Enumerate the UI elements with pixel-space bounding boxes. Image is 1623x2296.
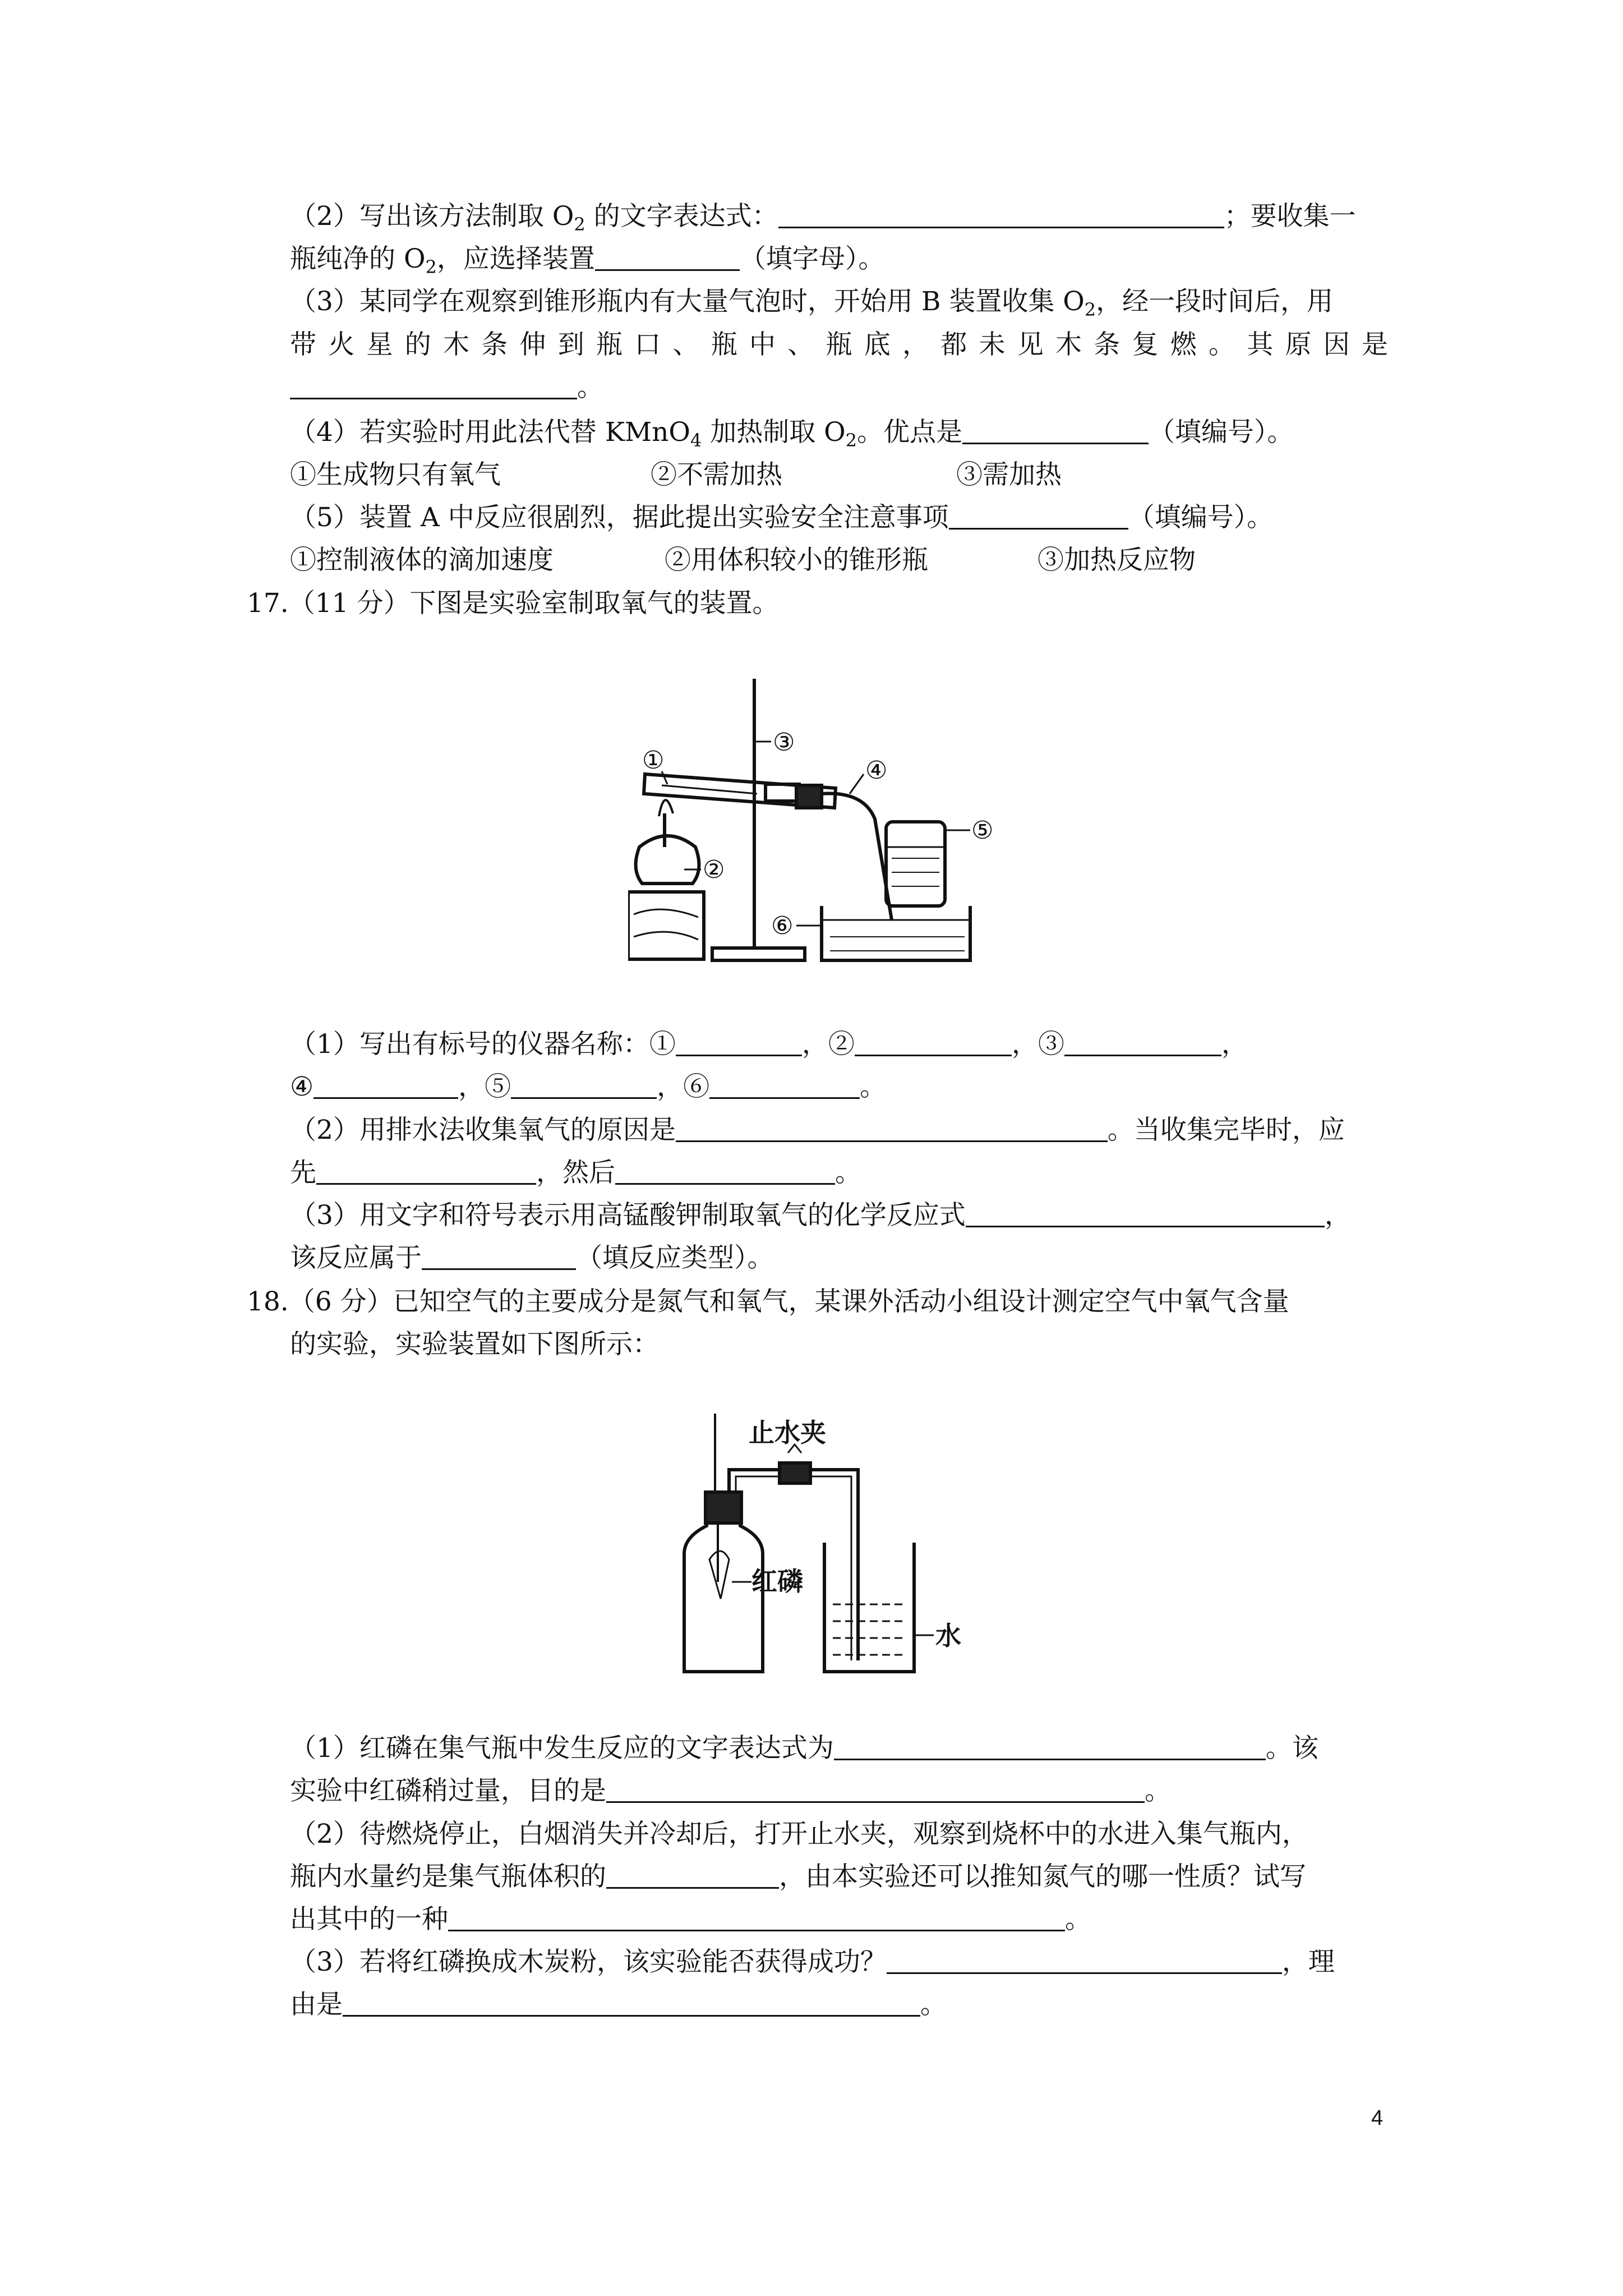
q17-stem: 17.（11 分）下图是实验室制取氧气的装置。: [247, 588, 779, 619]
q16-part5-option1: ①控制液体的滴加速度: [290, 545, 554, 576]
answer-blank[interactable]: [1064, 1030, 1221, 1056]
q18-part1-line2: 实验中红磷稍过量，目的是 。: [290, 1775, 1171, 1806]
answer-blank[interactable]: [887, 1948, 1282, 1974]
answer-blank[interactable]: [313, 1073, 458, 1099]
page-number: 4: [1371, 2106, 1384, 2130]
q18-part2-line1: （2）待燃烧停止，白烟消失并冷却后，打开止水夹，观察到烧杯中的水进入集气瓶内，: [290, 1819, 1308, 1849]
q18-part2-line2: 瓶内水量约是集气瓶体积的 ，由本实验还可以推知氮气的哪一性质？试写: [290, 1861, 1306, 1892]
figure-label-clamp: 止水夹: [749, 1418, 826, 1448]
answer-blank[interactable]: [834, 1734, 1266, 1760]
q17-part1-line2: ④ ，⑤ ，⑥ 。: [290, 1071, 887, 1102]
q18-part3-line1: （3）若将红磷换成木炭粉，该实验能否获得成功？ ，理: [290, 1947, 1335, 1977]
answer-blank[interactable]: [606, 1862, 779, 1889]
oxygen-preparation-apparatus-figure: [628, 679, 1032, 982]
answer-blank[interactable]: [615, 1158, 835, 1185]
answer-blank[interactable]: [855, 1030, 1012, 1056]
oxygen-content-apparatus-figure: [673, 1414, 987, 1683]
q16-part5-line1: （5）装置 A 中反应很剧烈，据此提出实验安全注意事项 （填编号）。: [290, 502, 1274, 533]
answer-blank[interactable]: [778, 202, 1224, 228]
answer-blank[interactable]: [422, 1244, 576, 1270]
answer-blank[interactable]: [966, 1201, 1325, 1227]
q16-part4-line1: （4）若实验时用此法代替 KMnO$_4$ 加热制取 $O_2$。优点是 （填编号）。: [290, 417, 1294, 451]
q16-part5-option2: ②用体积较小的锥形瓶: [665, 545, 928, 576]
q16-part4-option3: ③需加热: [956, 459, 1062, 490]
figure-label-2: ②: [703, 855, 725, 884]
answer-blank[interactable]: [949, 503, 1128, 530]
answer-blank[interactable]: [343, 1990, 920, 2017]
q18-part3-line2: 由是 。: [290, 1989, 947, 2020]
answer-blank[interactable]: [676, 1030, 802, 1056]
q17-part2-line2: 先 ，然后 。: [290, 1157, 861, 1188]
figure-label-1: ①: [642, 746, 665, 775]
q17-part3-line1: （3）用文字和符号表示用高锰酸钾制取氧气的化学反应式 ，: [290, 1200, 1351, 1231]
q17-part1-line1: （1）写出有标号的仪器名称：① ，② ，③ ，: [290, 1029, 1248, 1060]
q16-part3-line3: 。: [290, 371, 603, 404]
q16-part2-line1: （2）写出该方法制取 $O_2$ 的文字表达式： ；要收集一: [290, 201, 1356, 235]
q17-part3-line2: 该反应属于 （填反应类型）。: [290, 1243, 774, 1273]
figure-label-4: ④: [865, 756, 888, 785]
q16-part4-option2: ②不需加热: [651, 459, 782, 490]
answer-blank[interactable]: [316, 1158, 536, 1185]
answer-blank[interactable]: [709, 1073, 860, 1099]
figure-label-water: 水: [935, 1621, 961, 1651]
figure-label-5: ⑤: [971, 816, 994, 845]
q17-part2-line1: （2）用排水法收集氧气的原因是 。当收集完毕时，应: [290, 1115, 1345, 1145]
q16-part4-option1: ①生成物只有氧气: [290, 459, 501, 490]
answer-blank[interactable]: [606, 1777, 1145, 1803]
answer-blank[interactable]: [962, 418, 1149, 444]
q18-stem-line2: 的实验，实验装置如下图所示：: [290, 1329, 659, 1360]
q16-part2-line2: 瓶纯净的 $O_2$，应选择装置 （填字母）。: [290, 243, 885, 278]
q18-part1-line1: （1）红磷在集气瓶中发生反应的文字表达式为 。该: [290, 1733, 1318, 1764]
answer-blank[interactable]: [676, 1116, 1108, 1142]
figure-label-6: ⑥: [771, 912, 794, 940]
answer-blank[interactable]: [511, 1073, 657, 1099]
q16-part5-option3: ③加热反应物: [1038, 545, 1196, 576]
answer-blank[interactable]: [595, 245, 740, 271]
figure-label-3: ③: [773, 728, 795, 757]
q18-stem-line1: 18.（6 分）已知空气的主要成分是氮气和氧气，某课外活动小组设计测定空气中氧气含量: [247, 1286, 1289, 1317]
q16-part3-line2: 带火星的木条伸到瓶口、瓶中、瓶底，都未见木条复燃。其原因是: [290, 329, 1388, 360]
q16-part3-line1: （3）某同学在观察到锥形瓶内有大量气泡时，开始用 B 装置收集 $O_2$，经一段时间后，用: [290, 286, 1334, 320]
answer-blank[interactable]: [448, 1905, 1065, 1931]
figure-label-red-phosphorus: 红磷: [751, 1566, 803, 1596]
q18-part2-line3: 出其中的一种 。: [290, 1904, 1091, 1935]
answer-blank[interactable]: [290, 373, 577, 399]
